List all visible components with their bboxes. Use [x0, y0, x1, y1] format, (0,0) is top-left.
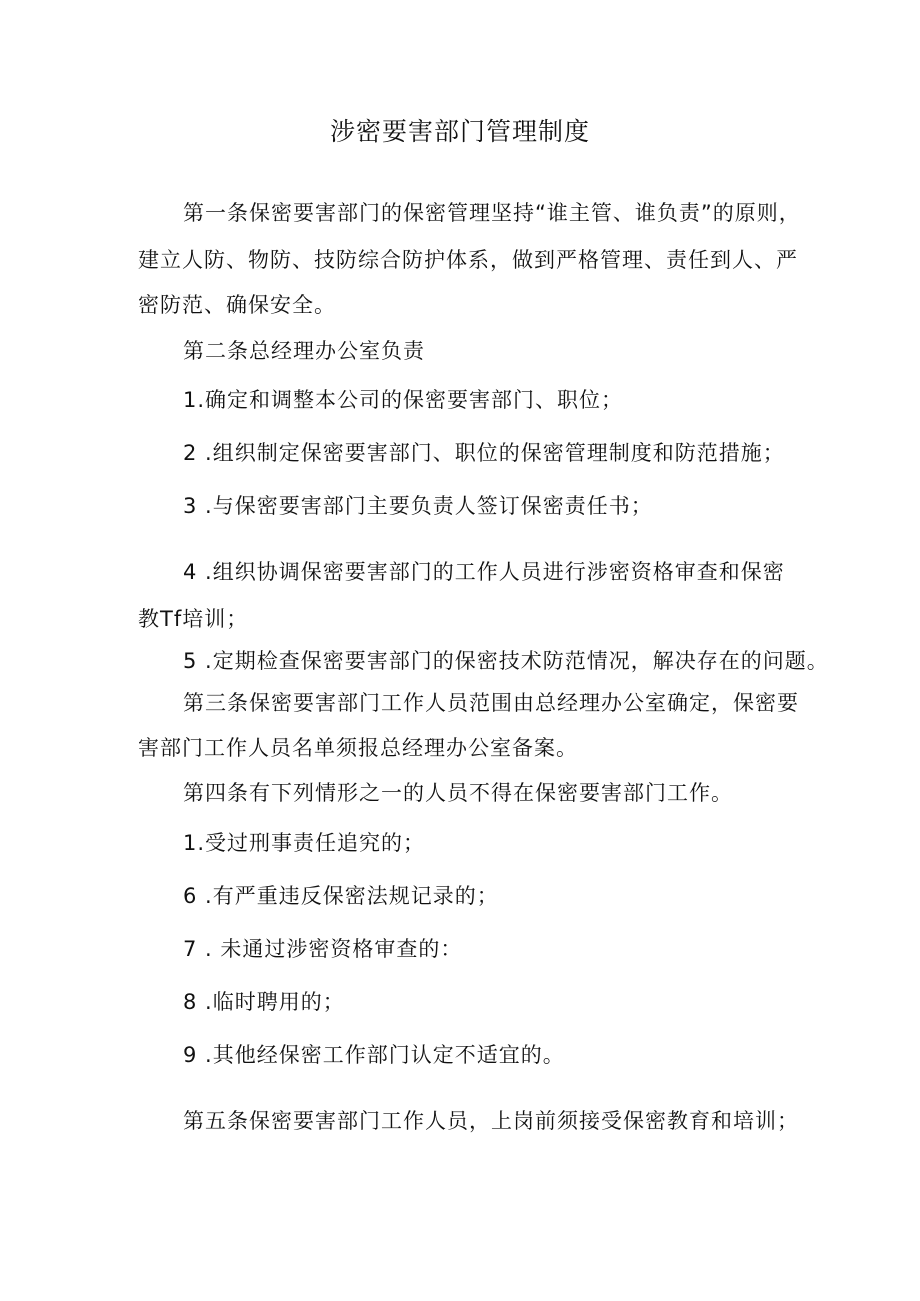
- paragraph-5: 第五条保密要害部门工作人员，上岗前须接受保密教育和培训；: [183, 1109, 799, 1133]
- list-item-2: 2 .组织制定保密要害部门、职位的保密管理制度和防范措施；: [183, 441, 785, 465]
- list-item-8: 7 . 未通过涉密资格审查的：: [183, 937, 463, 961]
- list-item-1: 1.确定和调整本公司的保密要害部门、职位；: [183, 388, 624, 412]
- list-item-9: 8 .临时聘用的；: [183, 990, 345, 1014]
- document-title: 涉密要害部门管理制度: [329, 117, 590, 146]
- paragraph-1-line-1: 第一条保密要害部门的保密管理坚持“谁主管、谁负责”的原则，: [183, 201, 801, 225]
- list-item-5: 5 .定期检查保密要害部门的保密技术防范情况，解决存在的问题。: [183, 649, 829, 673]
- paragraph-1-line-2: 建立人防、物防、技防综合防护体系，做到严格管理、责任到人、严: [138, 248, 798, 272]
- list-item-10: 9 .其他经保密工作部门认定不适宜的。: [183, 1043, 565, 1067]
- paragraph-4: 第四条有下列情形之一的人员不得在保密要害部门工作。: [183, 781, 733, 805]
- list-item-4-line-1: 4 .组织协调保密要害部门的工作人员进行涉密资格审查和保密: [183, 560, 785, 584]
- paragraph-3-line-2: 害部门工作人员名单须报总经理办公室备案。: [138, 736, 578, 760]
- paragraph-2: 第二条总经理办公室负责: [183, 339, 425, 363]
- list-item-6: 1.受过刑事责任追究的；: [183, 831, 426, 855]
- list-item-4-line-2: 教Tf培训；: [138, 607, 249, 631]
- list-item-7: 6 .有严重违反保密法规记录的；: [183, 884, 499, 908]
- list-item-3: 3 .与保密要害部门主要负责人签订保密责任书；: [183, 494, 653, 518]
- paragraph-3-line-1: 第三条保密要害部门工作人员范围由总经理办公室确定，保密要: [183, 691, 799, 715]
- paragraph-1-line-3: 密防范、确保安全。: [138, 293, 336, 317]
